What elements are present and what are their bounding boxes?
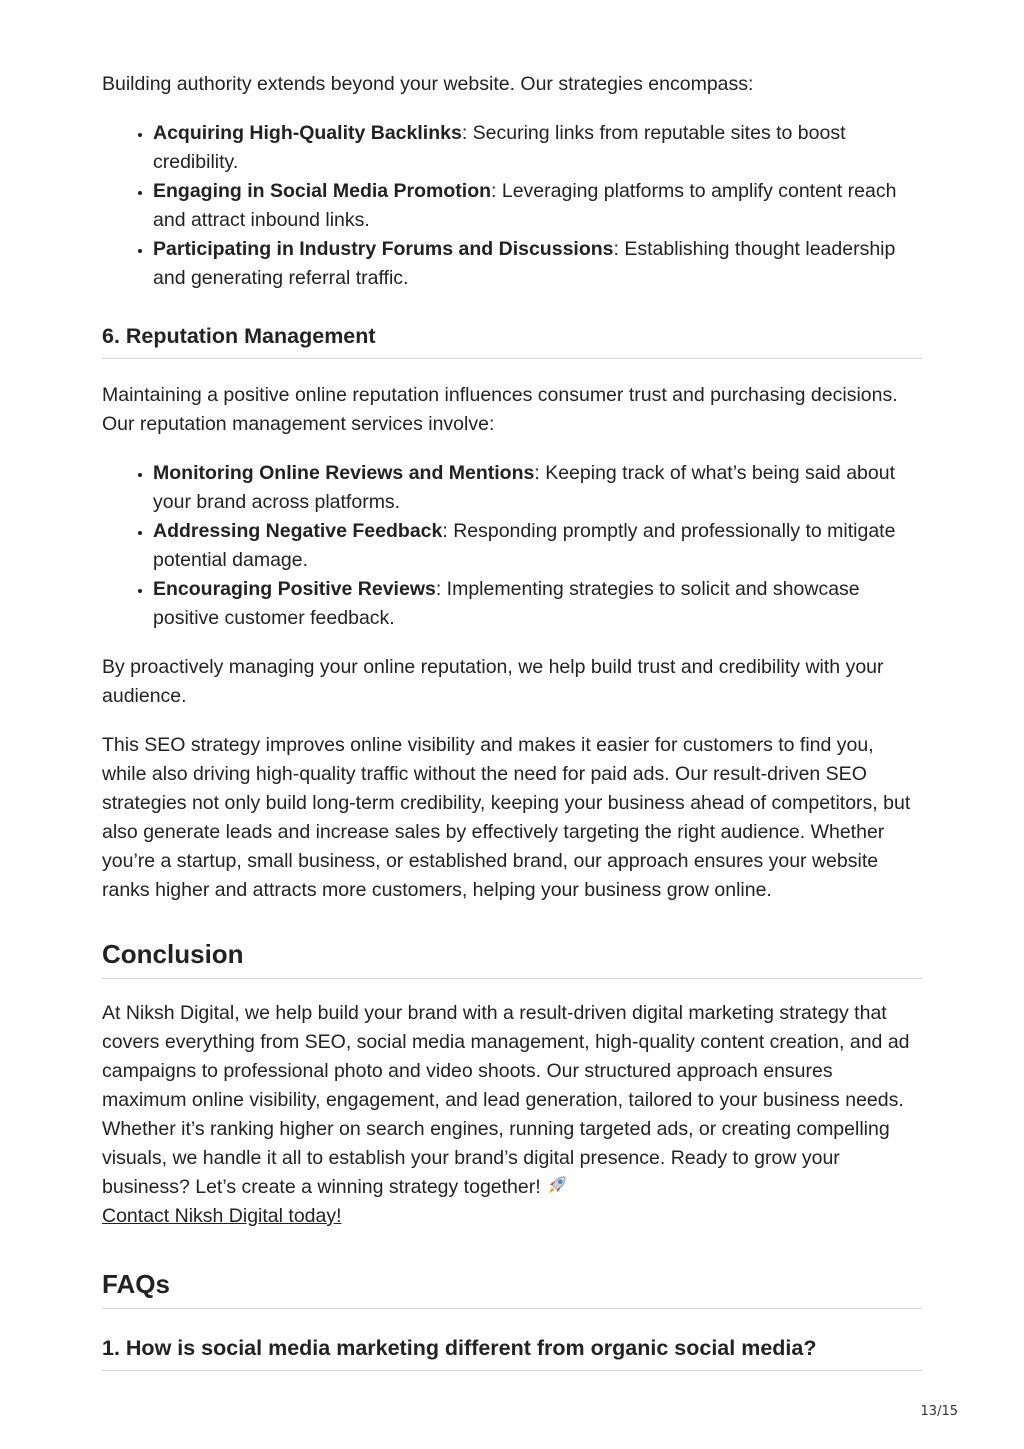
reputation-list: [102, 459, 922, 633]
list-item: • Addressing Negative Feedback: Responding promptly and professionally to mitigate potential damage.: [153, 517, 922, 575]
list-item: • Participating in Industry Forums and Discussions: Establishing thought leadership and generating referral traffic.: [153, 235, 922, 293]
document-page: [102, 70, 922, 1393]
reputation-heading: 6. Reputation Management: [102, 323, 922, 359]
page-number: 13/15: [920, 1404, 958, 1419]
reputation-outro: By proactively managing your online reputation, we help build trust and credibility with your audience.: [102, 656, 884, 707]
authority-intro: Building authority extends beyond your website. Our strategies encompass:: [102, 73, 754, 95]
rocket-icon: [546, 1174, 568, 1196]
authority-list: [102, 119, 922, 293]
contact-link[interactable]: Contact Niksh Digital today!: [102, 1205, 342, 1227]
seo-summary: This SEO strategy improves online visibility and makes it easier for customers to find you, while also driving high-quality traffic without the need for paid ads. Our result-driven SEO strategies not only build long-term credibility, keeping your business ahead of competitors, but also generate leads and increase sales by effectively targeting the right audience. Whether you’re a startup, small business, or established brand, our approach ensures your website ranks higher and attracts more customers, helping your business grow online.: [102, 734, 911, 901]
conclusion-heading: Conclusion: [102, 939, 922, 979]
faqs-heading: FAQs: [102, 1269, 922, 1309]
list-item: • Engaging in Social Media Promotion: Leveraging platforms to amplify content reach and attract inbound links.: [153, 177, 922, 235]
list-item: • Acquiring High-Quality Backlinks: Securing links from reputable sites to boost credibility.: [153, 119, 922, 177]
faq-question-1[interactable]: 1. How is social media marketing different from organic social media?: [102, 1335, 922, 1371]
list-item: • Monitoring Online Reviews and Mentions: Keeping track of what’s being said about your brand across platforms.: [153, 459, 922, 517]
list-item: • Encouraging Positive Reviews: Implementing strategies to solicit and showcase positive customer feedback.: [153, 575, 922, 633]
conclusion-text: At Niksh Digital, we help build your brand with a result-driven digital marketing strategy that covers everything from SEO, social media management, high-quality content creation, and ad campaigns to professional photo and video shoots. Our structured approach ensures maximum online visibility, engagement, and lead generation, tailored to your business needs. Whether it’s ranking higher on search engines, running targeted ads, or creating compelling visuals, we handle it all to establish your brand’s digital presence. Ready to grow your business? Let’s create a winning strategy together! Contact Niksh Digital today!: [102, 1002, 910, 1227]
reputation-intro: Maintaining a positive online reputation influences consumer trust and purchasing decisions. Our reputation management services involve:: [102, 384, 898, 435]
